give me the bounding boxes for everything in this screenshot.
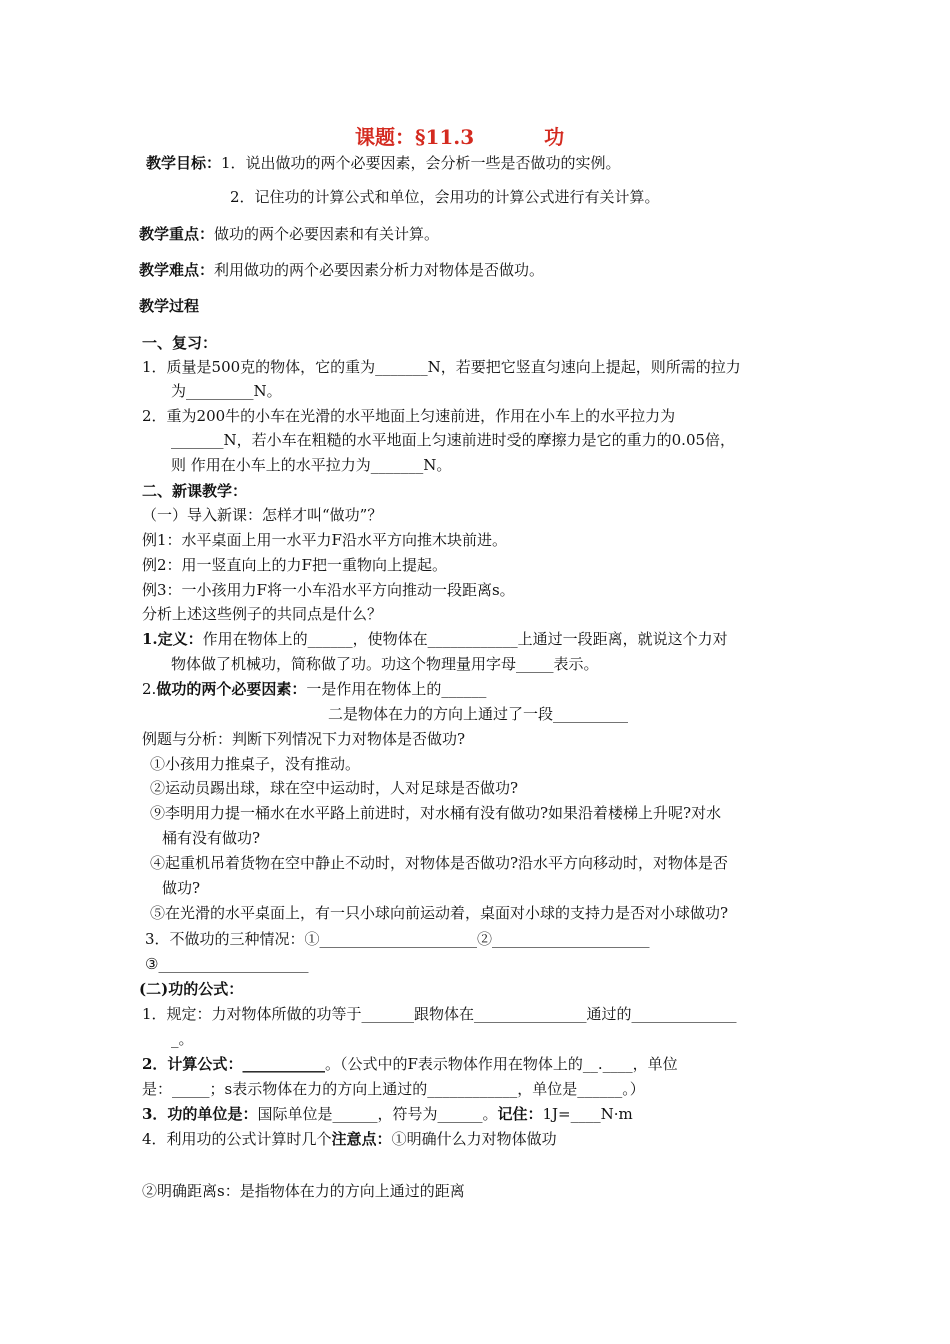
goals-line-1 [146, 153, 621, 173]
notes-text-1: 4．利用功的公式计算时几个 [142, 1130, 332, 1148]
new-lesson-heading: 二、新课教学： [142, 482, 248, 500]
review-q2-line-2: _______N，若小车在粗糙的水平地面上匀速前进时受的摩擦力是它的重力的0.05倍， [171, 431, 736, 449]
example-2: 例2：用一竖直向上的力F把一重物向上提起。 [142, 556, 447, 574]
key-point-line [139, 224, 439, 244]
factors-line-1 [142, 679, 486, 699]
title-subject: 功 [544, 125, 565, 149]
calc-line-2: 是：_____；s表示物体在力的方向上通过的____________，单位是______。） [142, 1080, 645, 1098]
difficulty-label: 教学难点： [139, 261, 215, 279]
judge-item-5: ⑤在光滑的水平桌面上，有一只小球向前运动着，桌面对小球的支持力是否对小球做功? [150, 904, 729, 922]
remember-label: 记住： [497, 1105, 543, 1123]
no-work-line-2: ③____________________ [145, 955, 309, 973]
review-q2-line-1: 2．重为200牛的小车在光滑的水平地面上匀速前进，作用在小车上的水平拉力为 [142, 407, 676, 425]
notes-line-1 [142, 1129, 557, 1149]
factors-label: 做功的两个必要因素： [156, 680, 307, 698]
judge-item-3-line-1: ⑨李明用力提一桶水在水平路上前进时，对水桶有没有做功?如果沿着楼梯上升呢?对水 [150, 804, 722, 822]
goal-1: 1．说出做功的两个必要因素，会分析一些是否做功的实例。 [221, 154, 621, 172]
unit-label: 3．功的单位是： [142, 1105, 258, 1123]
unit-line [142, 1104, 633, 1124]
rule-line-1: 1．规定：力对物体所做的功等于_______跟物体在_______________通过的______________ [142, 1005, 737, 1023]
judge-heading: 例题与分析：判断下列情况下力对物体是否做功? [142, 730, 466, 748]
judge-item-2: ②运动员踢出球，球在空中运动时，人对足球是否做功? [150, 779, 519, 797]
judge-item-1: ①小孩用力推桌子，没有推动。 [150, 755, 361, 773]
calc-blank: ___________ [242, 1055, 325, 1073]
review-q1-line-2: 为_________N。 [171, 382, 282, 400]
no-work-line-1: 3．不做功的三种情况：①_____________________②_____________________ [145, 930, 650, 948]
new-lesson-intro: （一）导入新课：怎样才叫“做功”？ [142, 506, 383, 524]
review-q2-line-3: 则 作用在小车上的水平拉力为_______N。 [171, 456, 452, 474]
goals-label: 教学目标： [146, 154, 222, 172]
process-heading: 教学过程 [139, 297, 200, 315]
goal-2: 2．记住功的计算公式和单位，会用功的计算公式进行有关计算。 [230, 188, 660, 206]
difficulty-line [139, 260, 544, 280]
definition-text-1: 作用在物体上的______，使物体在____________上通过一段距离，就说这个力对 [202, 630, 728, 648]
remember-text: 1J=____N·m [542, 1105, 633, 1123]
definition-line-2: 物体做了机械功，简称做了功。功这个物理量用字母_____表示。 [171, 655, 599, 673]
calc-text-1: 。（公式中的F表示物体作用在物体上的__.____，单位 [324, 1055, 678, 1073]
analysis-question: 分析上述这些例子的共同点是什么？ [142, 605, 383, 623]
page-title [355, 124, 564, 150]
judge-item-4-line-2: 做功? [162, 879, 201, 897]
difficulty-text: 利用做功的两个必要因素分析力对物体是否做功。 [214, 261, 545, 279]
factors-line-2: 二是物体在力的方向上通过了一段__________ [328, 705, 629, 723]
review-q1-line-1: 1．质量是500克的物体，它的重为_______N，若要把它竖直匀速向上提起，则所需的拉力 [142, 358, 741, 376]
key-point-text: 做功的两个必要因素和有关计算。 [214, 225, 440, 243]
review-heading: 一、复习： [142, 334, 218, 352]
formula-heading: (二)功的公式： [139, 980, 244, 998]
calc-label: 2．计算公式： [142, 1055, 243, 1073]
notes-label: 注意点： [331, 1130, 392, 1148]
definition-label: 1.定义： [142, 630, 203, 648]
calc-line-1 [142, 1054, 678, 1074]
title-prefix: 课题：§11.3 [355, 125, 475, 149]
example-1: 例1：水平桌面上用一水平力F沿水平方向推木块前进。 [142, 531, 507, 549]
unit-text: 国际单位是______，符号为______。 [257, 1105, 498, 1123]
key-point-label: 教学重点： [139, 225, 215, 243]
rule-line-2: _。 [171, 1030, 194, 1048]
example-3: 例3：一小孩用力F将一小车沿水平方向推动一段距离s。 [142, 581, 515, 599]
notes-text-2: ①明确什么力对物体做功 [391, 1130, 557, 1148]
factors-text-1: 一是作用在物体上的______ [306, 680, 487, 698]
judge-item-4-line-1: ④起重机吊着货物在空中静止不动时，对物体是否做功?沿水平方向移动时，对物体是否 [150, 854, 729, 872]
judge-item-3-line-2: 桶有没有做功? [162, 829, 261, 847]
factors-number: 2. [142, 680, 157, 698]
definition-line-1 [142, 629, 728, 649]
notes-line-2: ②明确距离s：是指物体在力的方向上通过的距离 [142, 1182, 465, 1200]
